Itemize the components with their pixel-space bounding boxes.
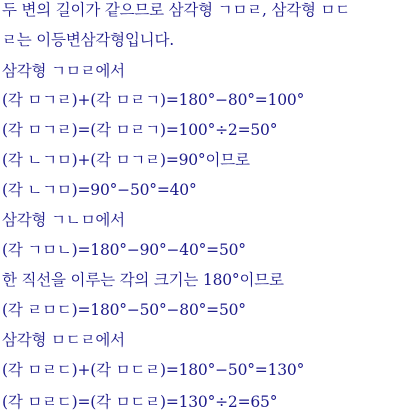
text-line-1: 두 변의 길이가 같으므로 삼각형 ㄱㅁㄹ, 삼각형 ㅁㄷ <box>2 1 351 19</box>
text-line-7: (각 ㄴㄱㅁ)=90°−50°=40° <box>2 181 197 199</box>
text-line-6: (각 ㄴㄱㅁ)+(각 ㅁㄱㄹ)=90°이므로 <box>2 151 250 169</box>
text-line-5: (각 ㅁㄱㄹ)=(각 ㅁㄹㄱ)=100°÷2=50° <box>2 121 278 139</box>
text-line-14: (각 ㅁㄹㄷ)=(각 ㅁㄷㄹ)=130°÷2=65° <box>2 393 278 411</box>
text-line-4: (각 ㅁㄱㄹ)+(각 ㅁㄹㄱ)=180°−80°=100° <box>2 91 305 109</box>
text-line-10: 한 직선을 이루는 각의 크기는 180°이므로 <box>2 271 284 289</box>
text-line-8: 삼각형 ㄱㄴㅁ에서 <box>2 211 125 229</box>
text-line-13: (각 ㅁㄹㄷ)+(각 ㅁㄷㄹ)=180°−50°=130° <box>2 361 305 379</box>
text-line-2: ㄹ는 이등변삼각형입니다. <box>2 31 174 49</box>
text-line-12: 삼각형 ㅁㄷㄹ에서 <box>2 331 125 349</box>
text-line-9: (각 ㄱㅁㄴ)=180°−90°−40°=50° <box>2 241 246 259</box>
text-line-3: 삼각형 ㄱㅁㄹ에서 <box>2 62 125 80</box>
text-line-11: (각 ㄹㅁㄷ)=180°−50°−80°=50° <box>2 301 246 319</box>
